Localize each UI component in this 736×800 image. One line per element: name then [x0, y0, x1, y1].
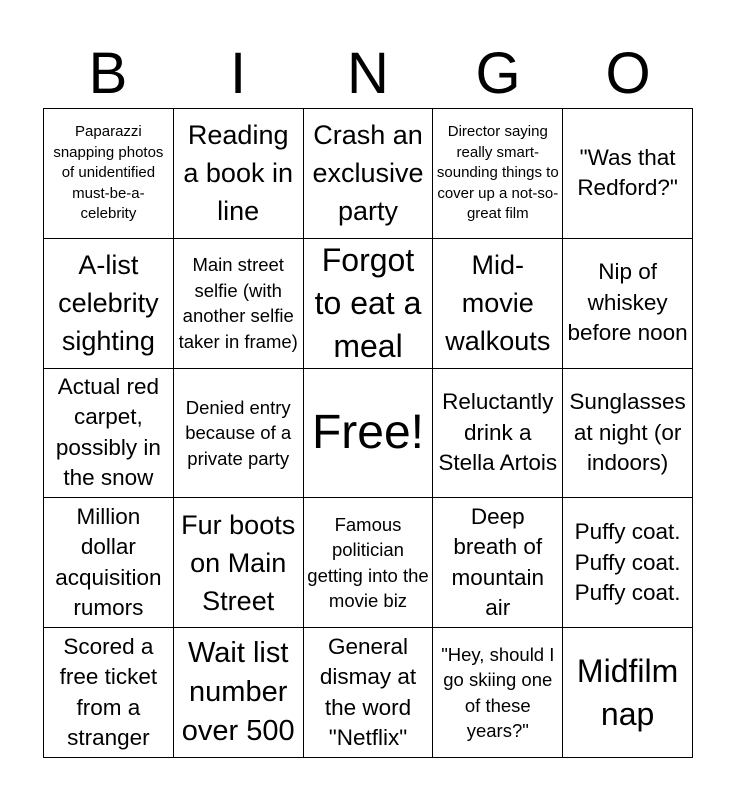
bingo-board: [43, 108, 693, 758]
cell-text: Midfilm nap: [576, 652, 679, 732]
cell-text: A-list celebrity sighting: [58, 250, 159, 357]
bingo-cell[interactable]: [563, 498, 693, 628]
bingo-cell[interactable]: [563, 109, 693, 239]
cell-text: Nip of whiskey before noon: [567, 259, 688, 346]
cell-text: Reading a book in line: [183, 120, 293, 227]
header-letter-b: B: [88, 41, 128, 106]
cell-text: Puffy coat. Puffy coat. Puffy coat.: [574, 519, 681, 606]
cell-text: "Was that Redford?": [577, 144, 678, 201]
cell-text: Crash an exclusive party: [312, 120, 424, 227]
free-space-cell[interactable]: [304, 369, 434, 499]
bingo-cell[interactable]: [174, 628, 304, 758]
free-space-label: Free!: [311, 405, 424, 459]
cell-text: Mid-movie walkouts: [445, 250, 551, 357]
cell-text: Reluctantly drink a Stella Artois: [438, 389, 558, 476]
bingo-cell[interactable]: [44, 239, 174, 369]
bingo-cell[interactable]: [433, 498, 563, 628]
cell-text: General dismay at the word "Netflix": [319, 633, 417, 751]
bingo-cell[interactable]: [174, 498, 304, 628]
cell-text: Director saying really smart-sounding things to cover up a not-so-great film: [436, 123, 559, 223]
header-letter-o: O: [605, 41, 651, 106]
bingo-cell[interactable]: [44, 498, 174, 628]
bingo-cell[interactable]: [433, 239, 563, 369]
cell-text: Famous politician getting into the movie biz: [307, 513, 429, 612]
cell-text: Denied entry because of a private party: [185, 396, 292, 469]
bingo-cell[interactable]: [304, 498, 434, 628]
bingo-header: [43, 40, 693, 108]
cell-text: Million dollar acquisition rumors: [55, 503, 162, 621]
cell-text: "Hey, should I go skiing one of these years?": [441, 643, 555, 742]
bingo-cell[interactable]: [44, 369, 174, 499]
bingo-cell[interactable]: [174, 239, 304, 369]
bingo-cell[interactable]: [304, 109, 434, 239]
bingo-cell[interactable]: [563, 369, 693, 499]
bingo-cell[interactable]: [433, 628, 563, 758]
cell-text: Main street selfie (with another selfie taker in frame): [178, 254, 298, 352]
bingo-cell[interactable]: [174, 369, 304, 499]
bingo-cell[interactable]: [433, 369, 563, 499]
header-letter-i: I: [229, 41, 247, 106]
bingo-cell[interactable]: [304, 628, 434, 758]
cell-text: Deep breath of mountain air: [451, 503, 545, 621]
cell-text: Forgot to eat a meal: [314, 241, 422, 364]
bingo-cell[interactable]: [44, 628, 174, 758]
cell-text: Fur boots on Main Street: [181, 509, 296, 616]
bingo-cell[interactable]: [563, 628, 693, 758]
bingo-cell[interactable]: [44, 109, 174, 239]
cell-text: Paparazzi snapping photos of unidentified must-be-a-celebrity: [53, 123, 164, 223]
bingo-cell[interactable]: [433, 109, 563, 239]
header-letter-g: G: [475, 41, 521, 106]
bingo-cell[interactable]: [174, 109, 304, 239]
cell-text: Wait list number over 500: [181, 637, 295, 748]
bingo-cell[interactable]: [563, 239, 693, 369]
cell-text: Scored a free ticket from a stranger: [59, 633, 158, 751]
bingo-cell[interactable]: [304, 239, 434, 369]
header-letter-n: N: [347, 41, 389, 106]
cell-text: Sunglasses at night (or indoors): [569, 389, 686, 476]
cell-text: Actual red carpet, possibly in the snow: [55, 373, 161, 491]
